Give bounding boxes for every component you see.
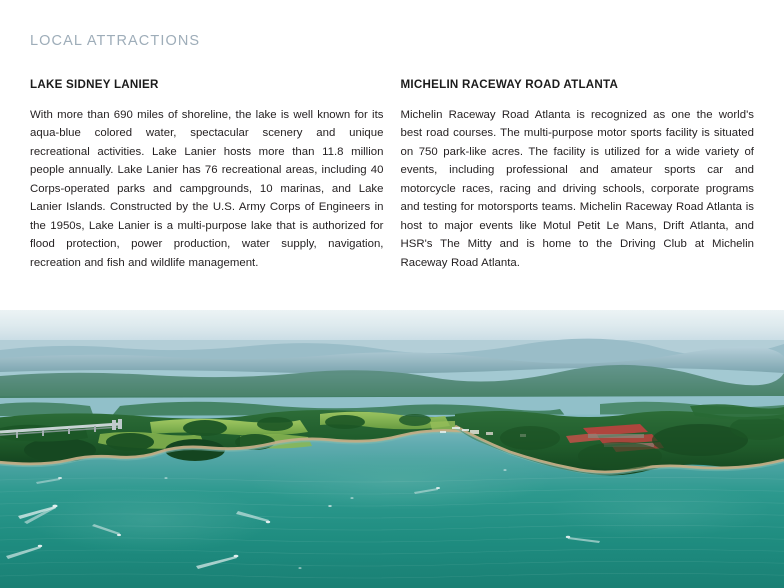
body-michelin-raceway-road-atlanta: Michelin Raceway Road Atlanta is recognized as one the world's best road courses. The multi-purpose motor sports facility is situated on 750 park-like acres. The facility is utilized for a wide variety of events, including professional and amateur sports car and motorcycle races, racing and driving schools, corporate programs and testing for motorsports teams. Michelin Raceway Road Atlanta is host to major events like Motul Petit Le Mans, Drift Atlanta, and HSR's The Mitty and is home to the Driving Club at Michelin Raceway Road Atlanta. <box>400 108 754 269</box>
column-lake-sidney-lanier <box>30 78 384 272</box>
text-columns <box>30 78 754 272</box>
page-title: LOCAL ATTRACTIONS <box>30 33 201 49</box>
body-lake-sidney-lanier: With more than 690 miles of shoreline, the lake is well known for its aqua-blue colored water, spectacular scenery and unique recreational activities. Lake Lanier hosts more than 11.8 million people annually. Lake Lanier has 76 recreational areas, including 40 Corps-operated parks and campgrounds, 10 marinas, and Lake Lanier Islands. Constructed by the U.S. Army Corps of Engineers in the 1950s, Lake Lanier is a multi-purpose lake that is authorized for flood protection, power production, water supply, navigation, recreation and fish and wildlife management. <box>30 108 384 269</box>
heading-michelin-raceway-road-atlanta: MICHELIN RACEWAY ROAD ATLANTA <box>400 78 619 91</box>
lake-lanier-aerial-illustration <box>0 310 784 588</box>
column-michelin-raceway-road-atlanta <box>401 78 755 272</box>
heading-lake-sidney-lanier: LAKE SIDNEY LANIER <box>30 78 159 91</box>
lake-lanier-aerial-photo <box>0 310 784 588</box>
